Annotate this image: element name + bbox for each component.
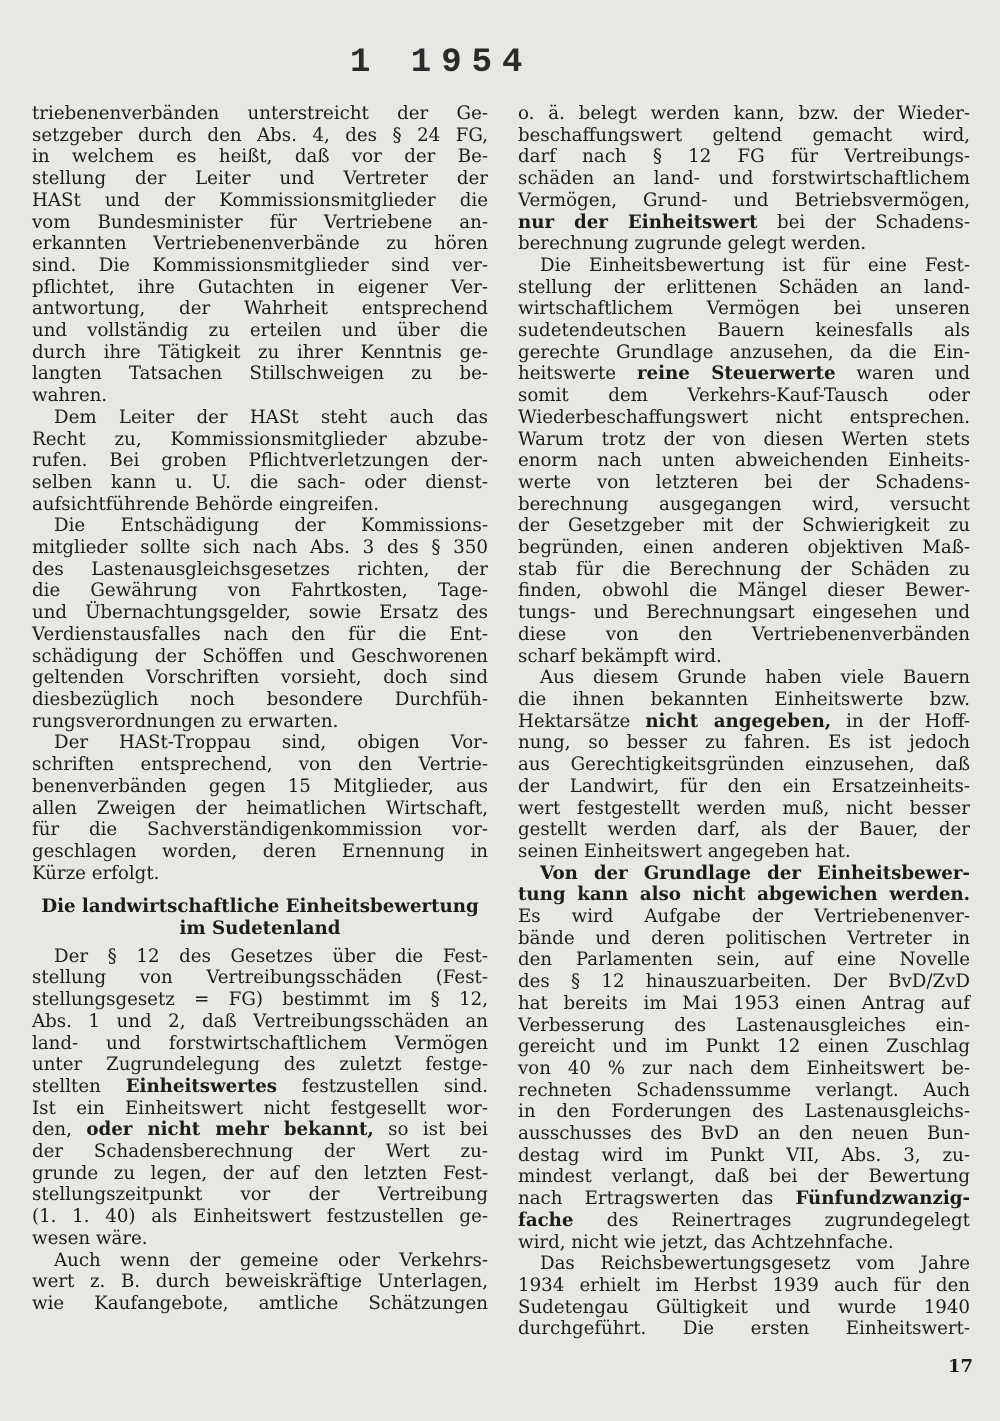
text-line	[32, 1076, 488, 1098]
paragraph	[518, 103, 970, 255]
text-line: schäden an land- und forstwirtschaftlichem	[518, 168, 970, 190]
text-line: sudetendeutschen Bauern keinesfalls als	[518, 320, 970, 342]
text-line: allen Zweigen der heimatlichen Wirtschaft,	[32, 797, 488, 819]
text-line: Dem Leiter der HASt steht auch das	[54, 406, 488, 428]
text-line: grunde zu legen, der auf den letzten Fest-	[32, 1162, 488, 1184]
paragraph	[32, 407, 488, 516]
text-line: stellungszeitpunkt vor der Vertreibung	[32, 1184, 488, 1206]
text-line: mindest verlangt, daß bei der Bewertung	[518, 1166, 970, 1188]
text-run: Hektarsätze	[518, 710, 646, 732]
text-line: wert festgestellt werden muß, nicht besser	[518, 797, 970, 819]
text-line: wahren.	[32, 385, 108, 407]
text-line: seinen Einheitswert angegeben hat.	[518, 840, 851, 862]
text-line: wert z. B. durch beweiskräftige Unterlagen,	[32, 1271, 488, 1293]
text-line: wie Kaufangebote, amtliche Schätzungen	[32, 1292, 488, 1314]
text-run: so ist bei	[373, 1119, 488, 1141]
paragraph	[518, 1253, 970, 1340]
paragraph	[518, 255, 970, 667]
text-line: setzgeber durch den Abs. 4, des § 24 FG,	[32, 124, 488, 146]
text-line	[518, 1210, 970, 1232]
text-line: durch ihre Tätigkeit zu ihrer Kenntnis ge-	[32, 341, 488, 363]
text-line: erkannten Vertriebenenverbände zu hören	[32, 233, 488, 255]
text-line: mitglieder sollte sich nach Abs. 3 des § 350	[32, 537, 488, 559]
text-line: Die Entschädigung der Kommissions-	[54, 515, 488, 537]
text-line: und Übernachtungsgelder, sowie Ersatz des	[32, 602, 488, 624]
left-column	[32, 103, 488, 1315]
right-column	[518, 103, 970, 1340]
text-run: den,	[32, 1119, 87, 1141]
text-line: gereicht und im Punkt 12 einen Zuschlag	[518, 1036, 970, 1058]
text-run: stellten	[32, 1075, 126, 1097]
text-line: antwortung, der Wahrheit entsprechend	[32, 298, 488, 320]
text-line: hat bereits im Mai 1953 einen Antrag auf	[518, 992, 970, 1014]
bold-text: fache	[518, 1209, 574, 1231]
text-line: aufsichtführende Behörde eingreifen.	[32, 493, 380, 515]
text-line: (1. 1. 40) als Einheitswert festzustellen ge-	[32, 1206, 488, 1228]
text-line: der Schadensberechnung der Wert zu-	[32, 1141, 488, 1163]
text-line: somit dem Verkehrs-Kauf-Tausch oder	[518, 385, 970, 407]
text-run: des Reinertrages zugrundegelegt	[573, 1209, 970, 1231]
text-line	[518, 711, 970, 733]
text-run: bei der Schadens-	[757, 211, 970, 233]
text-line: Der § 12 des Gesetzes über die Fest-	[54, 945, 488, 967]
text-line: wird, nicht wie jetzt, das Achtzehnfache.	[518, 1231, 894, 1253]
text-line: des § 12 hinauszuarbeiten. Der BvD/ZvD	[518, 971, 970, 993]
text-line: Auch wenn der gemeine oder Verkehrs-	[54, 1249, 488, 1271]
text-line: scharf bekämpft wird.	[518, 645, 722, 667]
text-line: Verdienstausfalles nach den für die Ent-	[32, 623, 488, 645]
text-line	[518, 363, 970, 385]
text-line: des Lastenausgleichsgesetzes richten, der	[32, 558, 488, 580]
text-line: stellungsgesetz = FG) bestimmt im § 12,	[32, 989, 488, 1011]
page-number: 17	[948, 1356, 974, 1377]
text-line: durchgeführt. Die ersten Einheitswert-	[518, 1318, 970, 1340]
text-line: werte von letzteren bei der Schadens-	[518, 471, 970, 493]
text-line: diesbezüglich noch besondere Durchfüh-	[32, 688, 488, 710]
section-heading	[32, 896, 488, 939]
paragraph	[518, 863, 970, 1254]
text-line: enorm nach unten abweichenden Einheits-	[518, 450, 970, 472]
text-line: berechnung ausgegangen wird, versucht	[518, 493, 970, 515]
heading-line: im Sudetenland	[179, 918, 341, 940]
text-line: der Landwirt, für den ein Ersatzeinheits-	[518, 775, 970, 797]
text-line: für die Sachverständigenkommission vor-	[32, 819, 488, 841]
text-line: wesen wäre.	[32, 1227, 148, 1249]
text-line: benenverbänden gegen 15 Mitglieder, aus	[32, 775, 488, 797]
bold-line: Von der Grundlage der Einheitsbewer-	[540, 862, 970, 884]
text-line: o. ä. belegt werden kann, bzw. der Wieder-	[518, 103, 970, 124]
bold-line: tung kann also nicht abgewichen werden.	[518, 884, 970, 906]
text-line: Recht zu, Kommissionsmitglieder abzube-	[32, 428, 488, 450]
text-line: Aus diesem Grunde haben viele Bauern	[540, 667, 970, 689]
text-line: geschlagen worden, deren Ernennung in	[32, 840, 488, 862]
text-line: darf nach § 12 FG für Vertreibungs-	[518, 146, 970, 168]
text-line: wirtschaftlichem Vermögen bei unseren	[518, 298, 970, 320]
text-line: stellung von Vertreibungsschäden (Fest-	[32, 967, 488, 989]
bold-text: nicht angegeben,	[645, 710, 832, 732]
text-line: beschaffungswert geltend gemacht wird,	[518, 124, 970, 146]
paragraph	[518, 667, 970, 862]
text-line: Warum trotz der von diesen Werten stets	[518, 428, 970, 450]
text-line: Vermögen, Grund- und Betriebsvermögen,	[518, 189, 970, 211]
text-line: Es wird Aufgabe der Vertriebenenver-	[518, 906, 970, 928]
bold-text: Einheitswertes	[125, 1075, 278, 1097]
text-run: nach Ertragswerten das	[518, 1188, 796, 1210]
text-line: Die Einheitsbewertung ist für eine Fest-	[540, 254, 970, 276]
text-line: gerechte Grundlage anzusehen, da die Ein-	[518, 341, 970, 363]
text-line: selben kann u. U. die sach- oder dienst-	[32, 471, 488, 493]
text-line: die Gewährung von Fahrtkosten, Tage-	[32, 580, 488, 602]
text-line: pflichtet, ihre Gutachten in eigener Ver-	[32, 276, 488, 298]
text-line	[518, 1188, 970, 1210]
text-run: heitswerte	[518, 363, 637, 385]
text-line: schädigung der Schöffen und Geschworenen	[32, 645, 488, 667]
paragraph	[32, 515, 488, 732]
heading-line: Die landwirtschaftliche Einheitsbewertung	[41, 896, 479, 918]
bold-text: reine Steuerwerte	[636, 363, 836, 385]
text-line: tungs- und Berechnungsart eingesehen und	[518, 602, 970, 624]
text-line: den Parlamenten sein, auf eine Novelle	[518, 949, 970, 971]
date-stamp: 1 1954	[350, 44, 533, 82]
text-line: schriften entsprechend, von den Vertrie-	[32, 754, 488, 776]
text-line: sind. Die Kommissionsmitglieder sind ver-	[32, 254, 488, 276]
text-run: in der Hoff-	[831, 710, 970, 732]
text-line: ausschusses des BvD an den neuen Bun-	[518, 1123, 970, 1145]
text-line	[518, 212, 970, 234]
text-line	[32, 1119, 488, 1141]
text-line: stellung der Leiter und Vertreter der	[32, 168, 488, 190]
text-line: diese von den Vertriebenenverbänden	[518, 623, 970, 645]
text-line: von 40 % zur nach dem Einheitswert be-	[518, 1057, 970, 1079]
text-line: in den Forderungen des Lastenausgleichs-	[518, 1101, 970, 1123]
text-line: vom Bundesminister für Vertriebene an-	[32, 211, 488, 233]
text-line: finden, obwohl die Mängel dieser Bewer-	[518, 580, 970, 602]
text-line: begründen, einen anderen objektiven Maß-	[518, 537, 970, 559]
bold-text: oder nicht mehr bekannt,	[86, 1119, 374, 1141]
text-line: in welchem es heißt, daß vor der Be-	[32, 146, 488, 168]
text-line: destag wird im Punkt VII, Abs. 3, zu-	[518, 1144, 970, 1166]
text-line: unter Zugrundelegung des zuletzt festge-	[32, 1054, 488, 1076]
text-line: Wiederbeschaffungswert nicht entsprechen.	[518, 406, 970, 428]
text-line: HASt und der Kommissionsmitglieder die	[32, 189, 488, 211]
text-line: der Gesetzgeber mit der Schwierigkeit zu	[518, 515, 970, 537]
text-run: festzustellen sind.	[277, 1075, 488, 1097]
text-line: nung, so besser zu fahren. Es ist jedoch	[518, 732, 970, 754]
text-line: Verbesserung des Lastenausgleiches ein-	[518, 1014, 970, 1036]
paragraph	[32, 1250, 488, 1315]
text-line: land- und forstwirtschaftlichem Vermögen	[32, 1032, 488, 1054]
bold-text: nur der Einheitswert	[518, 211, 758, 233]
text-line: Kürze erfolgt.	[32, 862, 160, 884]
text-line: berechnung zugrunde gelegt werden.	[518, 233, 867, 255]
text-line: triebenenverbänden unterstreicht der Ge-	[32, 103, 488, 124]
text-line: die ihnen bekannten Einheitswerte bzw.	[518, 688, 970, 710]
text-line: Der HASt-Troppau sind, obigen Vor-	[54, 732, 488, 754]
text-line: rufen. Bei groben Pflichtverletzungen der-	[32, 450, 488, 472]
text-line: gestellt werden darf, als der Bauer, der	[518, 819, 970, 841]
text-line: Abs. 1 und 2, daß Vertreibungsschäden an	[32, 1010, 488, 1032]
paragraph	[32, 732, 488, 884]
text-line: langten Tatsachen Stillschweigen zu be-	[32, 363, 488, 385]
text-line: Das Reichsbewertungsgesetz vom Jahre	[540, 1253, 970, 1275]
text-line: aus Gerechtigkeitsgründen einzusehen, daß	[518, 754, 970, 776]
bold-text: Fünfundzwanzig-	[795, 1188, 970, 1210]
text-line: und vollständig zu erteilen und über die	[32, 320, 488, 342]
text-line: bände und deren politischen Vertreter in	[518, 927, 970, 949]
text-line: rechneten Schadenssumme verlangt. Auch	[518, 1079, 970, 1101]
text-line: 1934 erhielt im Herbst 1939 auch für den	[518, 1274, 970, 1296]
text-line: rungsverordnungen zu erwarten.	[32, 710, 339, 732]
text-line: Sudetengau Gültigkeit und wurde 1940	[518, 1296, 970, 1318]
text-line: stellung der erlittenen Schäden an land-	[518, 276, 970, 298]
text-line: geltenden Vorschriften vorsieht, doch sind	[32, 667, 488, 689]
paragraph	[32, 946, 488, 1250]
text-line: Ist ein Einheitswert nicht festgesellt wor-	[32, 1097, 488, 1119]
paragraph	[32, 103, 488, 407]
text-run: waren und	[835, 363, 970, 385]
text-line: stab für die Berechnung der Schäden zu	[518, 558, 970, 580]
